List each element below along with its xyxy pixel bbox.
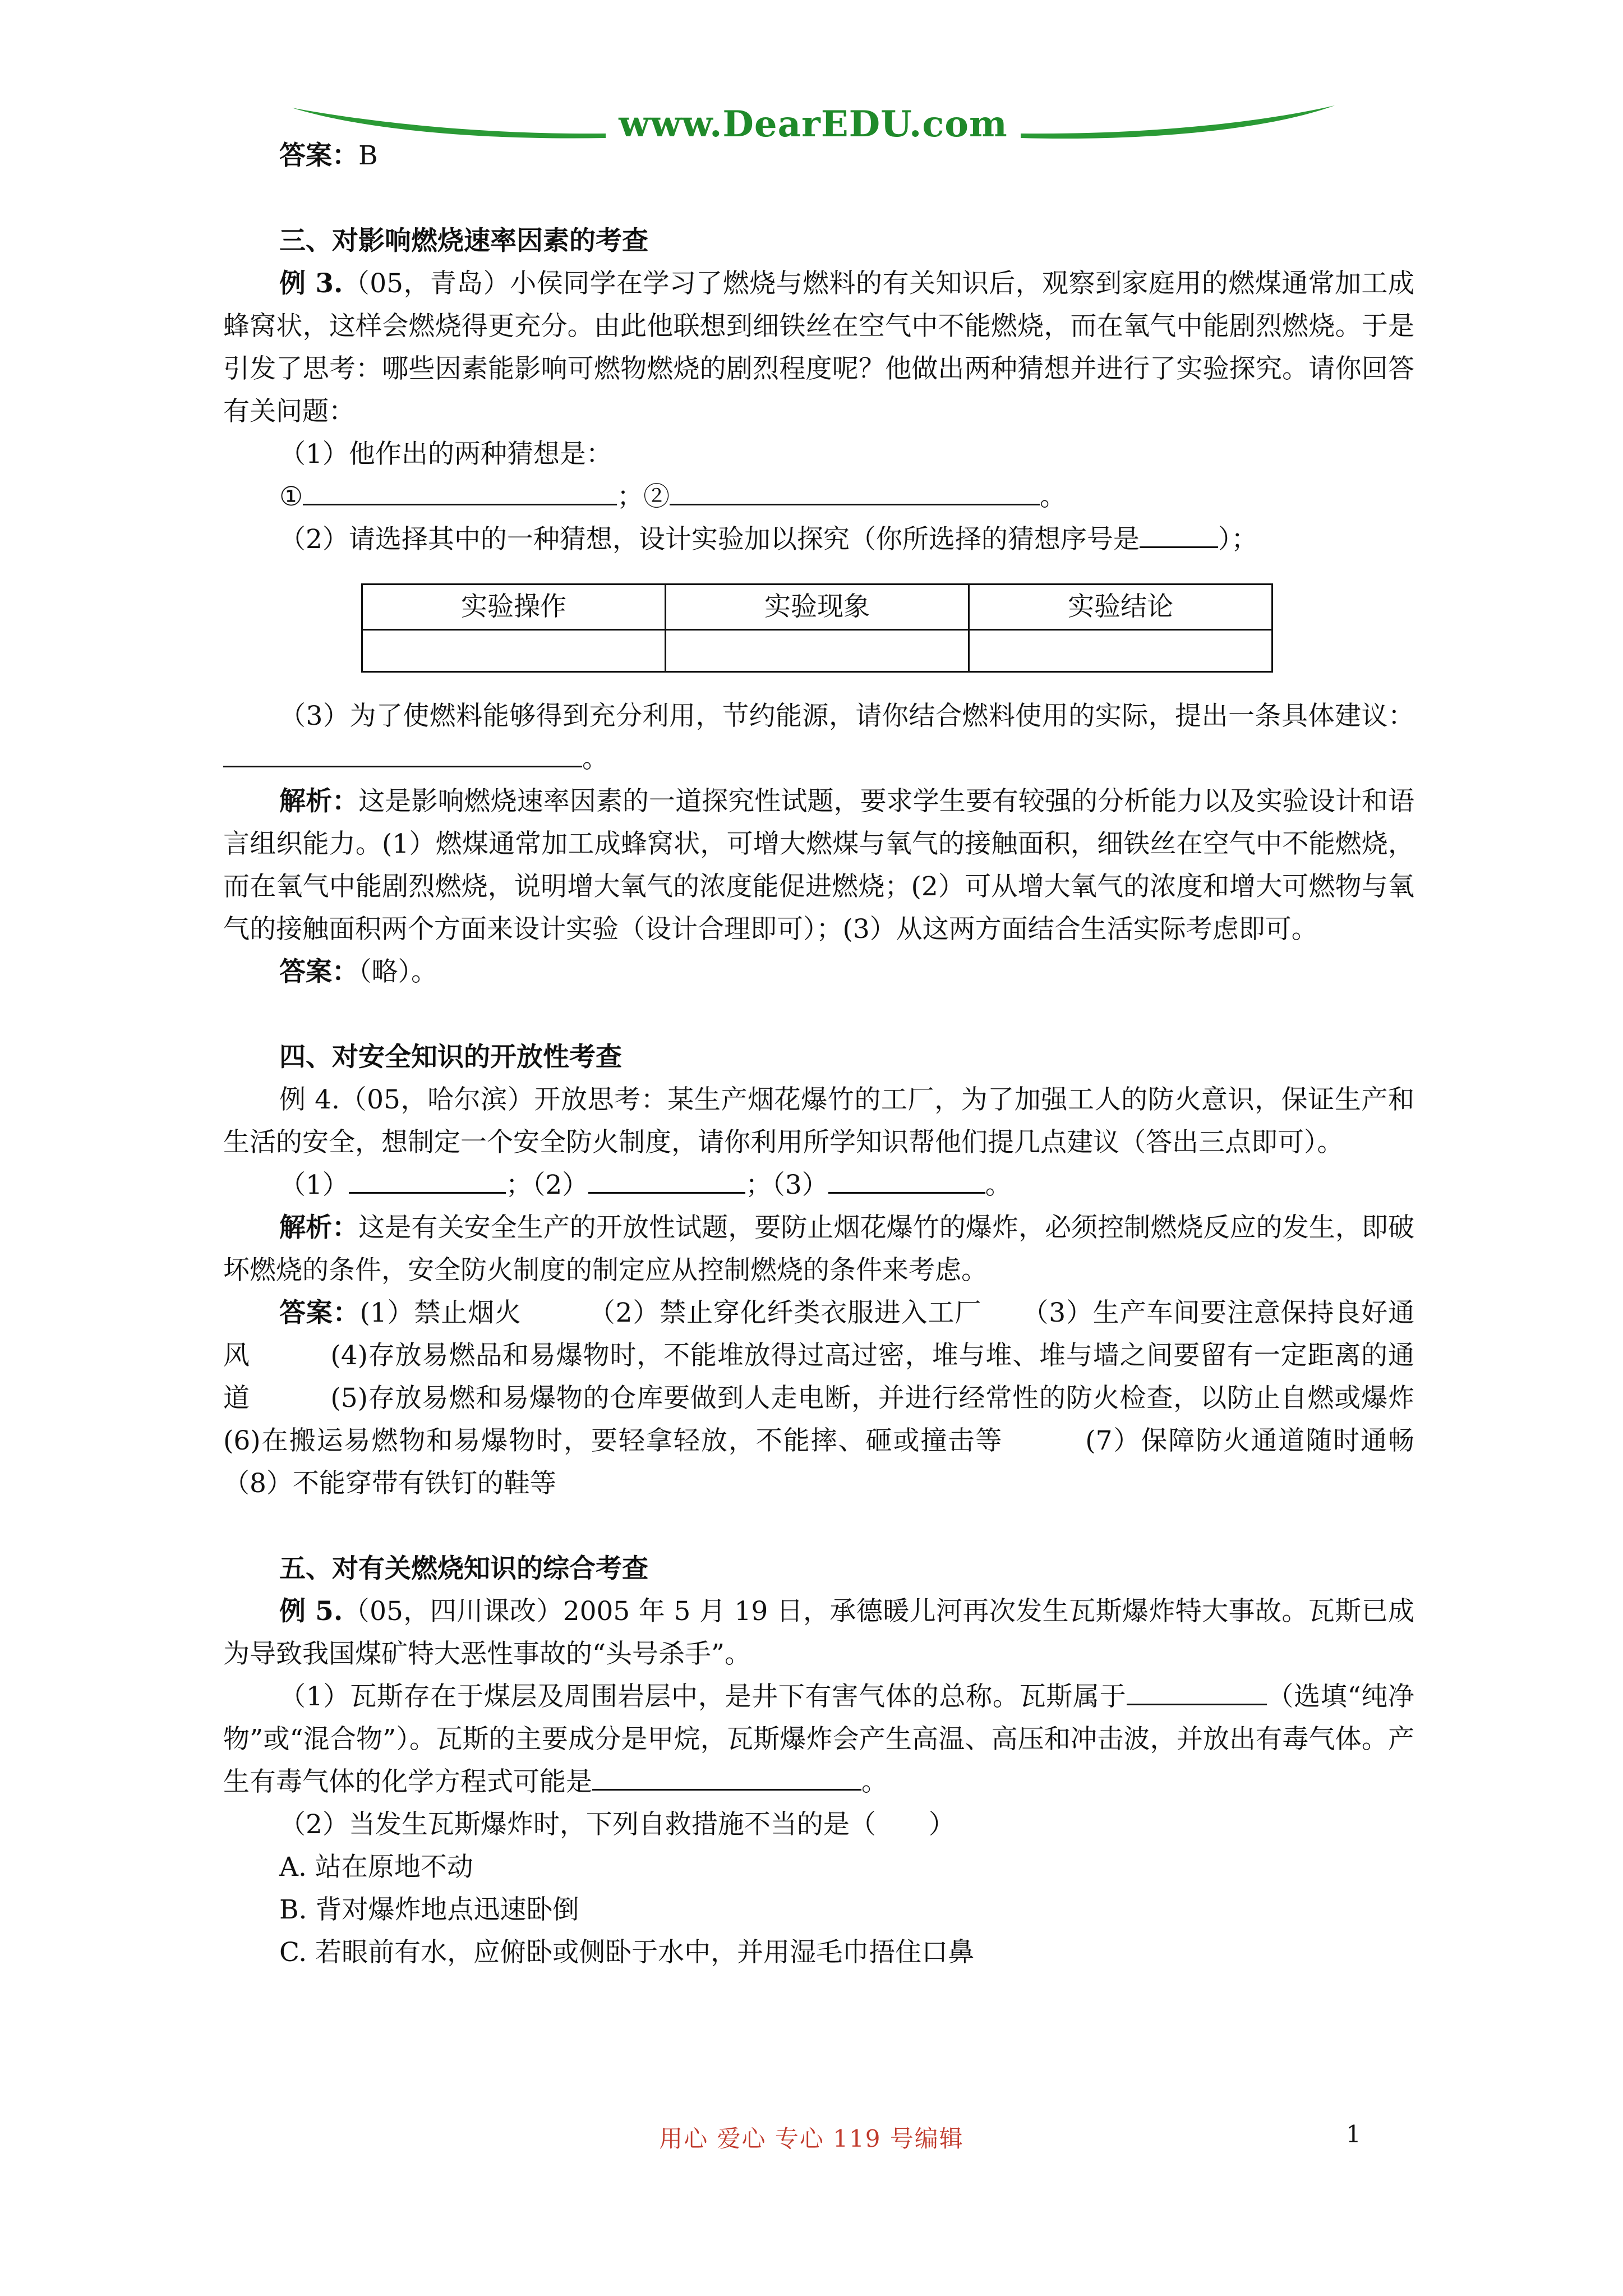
answer-3: 答案：（略）。	[279, 956, 437, 987]
section-4-title: 四、对安全知识的开放性考查	[279, 1042, 622, 1073]
page-number: 1	[1346, 2120, 1361, 2148]
table-cell-empty[interactable]	[969, 630, 1272, 672]
table-cell-empty[interactable]	[362, 630, 666, 672]
table-header-phenomenon: 实验现象	[666, 585, 969, 630]
site-logo: www.DearEDU.com	[619, 103, 1008, 145]
footer-text: 用心 爱心 专心 119 号编辑	[659, 2125, 964, 2152]
answer-blank[interactable]	[592, 1766, 861, 1791]
answer-blank[interactable]	[1140, 524, 1218, 548]
question-3-1-blanks: ① ；② 。	[279, 481, 1067, 512]
answer-4: 答案：(1）禁止烟火 （2）禁止穿化纤类衣服进入工厂 （3）生产车间要注意保持良好通风 (4)存放易燃品和易爆物时，不能堆放得过高过密，堆与堆、堆与墙之间要留有一定距离的通道 (5)存放易燃和易爆物的仓库要做到人走电断，并进行经常性的防火检查，以防止自燃或爆炸 (6)在搬运易燃物和易爆物时，要轻拿轻放，不能摔、砸或撞击等 (7）保障防火通道随时通畅 （8）不能穿带有铁钉的鞋等	[223, 1297, 1520, 1499]
answer-blank[interactable]	[588, 1170, 745, 1194]
document-body	[223, 135, 1520, 1974]
analysis-3: 解析：这是影响燃烧速率因素的一道探究性试题，要求学生要有较强的分析能力以及实验设计和语言组织能力。(1）燃煤通常加工成蜂窝状，可增大燃煤与氧气的接触面积，细铁丝在空气中不能燃烧，而在氧气中能剧烈燃烧，说明增大氧气的浓度能促进燃烧；(2）可从增大氧气的浓度和增大可燃物与氧气的接触面积两个方面来设计实验（设计合理即可）；(3）从这两方面结合生活实际考虑即可。	[223, 786, 1415, 945]
option-b: B. 背对爆炸地点迅速卧倒	[279, 1894, 579, 1925]
section-5-title: 五、对有关燃烧知识的综合考查	[279, 1553, 648, 1584]
answer-blank[interactable]	[1127, 1681, 1267, 1705]
example-5-text: 例 5.（05，四川课改）2005 年 5 月 19 日，承德暖儿河再次发生瓦斯爆炸特大事故。瓦斯已成为导致我国煤矿特大恶性事故的“头号杀手”。	[223, 1596, 1414, 1669]
question-4-blanks: （1） ；（2） ；（3） 。	[279, 1170, 1012, 1200]
table-cell-empty[interactable]	[666, 630, 969, 672]
answer-blank[interactable]	[670, 481, 1040, 505]
question-5-2: （2）当发生瓦斯爆炸时，下列自救措施不当的是（ ）	[279, 1809, 955, 1840]
answer-blank[interactable]	[828, 1170, 985, 1194]
example-3-text: 例 3.（05，青岛）小侯同学在学习了燃烧与燃料的有关知识后，观察到家庭用的燃煤通常加工成蜂窝状，这样会燃烧得更充分。由此他联想到细铁丝在空气中不能燃烧，而在氧气中能剧烈燃烧。于是引发了思考：哪些因素能影响可燃物燃烧的剧烈程度呢？他做出两种猜想并进行了实验探究。请你回答有关问题：	[223, 268, 1414, 427]
answer-blank[interactable]	[223, 743, 582, 767]
table-header-operation: 实验操作	[362, 585, 666, 630]
section-3-title: 三、对影响燃烧速率因素的考查	[279, 226, 648, 256]
question-3-1: （1）他作出的两种猜想是：	[279, 439, 612, 470]
question-3-3: （3）为了使燃料能够得到充分利用，节约能源，请你结合燃料使用的实际，提出一条具体建议：。	[223, 695, 1414, 780]
answer-blank[interactable]	[349, 1170, 506, 1194]
analysis-4: 解析：这是有关安全生产的开放性试题，要防止烟花爆竹的爆炸，必须控制燃烧反应的发生，即破坏燃烧的条件，安全防火制度的制定应从控制燃烧的条件来考虑。	[223, 1212, 1415, 1286]
question-5-1: （1）瓦斯存在于煤层及周围岩层中，是井下有害气体的总称。瓦斯属于 （选填“纯净物”或“混合物”）。瓦斯的主要成分是甲烷，瓦斯爆炸会产生高温、高压和冲击波，并放出有毒气体。产生有毒气体的化学方程式可能是 。	[223, 1681, 1415, 1797]
table-header-conclusion: 实验结论	[969, 585, 1272, 630]
question-3-2: （2）请选择其中的一种猜想，设计实验加以探究（你所选择的猜想序号是 ）；	[279, 524, 1258, 555]
option-a: A. 站在原地不动	[279, 1852, 473, 1883]
experiment-table	[361, 583, 1273, 673]
option-c: C. 若眼前有水，应俯卧或侧卧于水中，并用湿毛巾捂住口鼻	[279, 1937, 975, 1968]
answer-line: 答案：B	[279, 140, 378, 171]
example-4-text: 例 4.（05，哈尔滨）开放思考：某生产烟花爆竹的工厂，为了加强工人的防火意识，保证生产和生活的安全，想制定一个安全防火制度，请你利用所学知识帮他们提几点建议（答出三点即可）。	[223, 1084, 1414, 1158]
answer-blank[interactable]	[303, 481, 617, 505]
